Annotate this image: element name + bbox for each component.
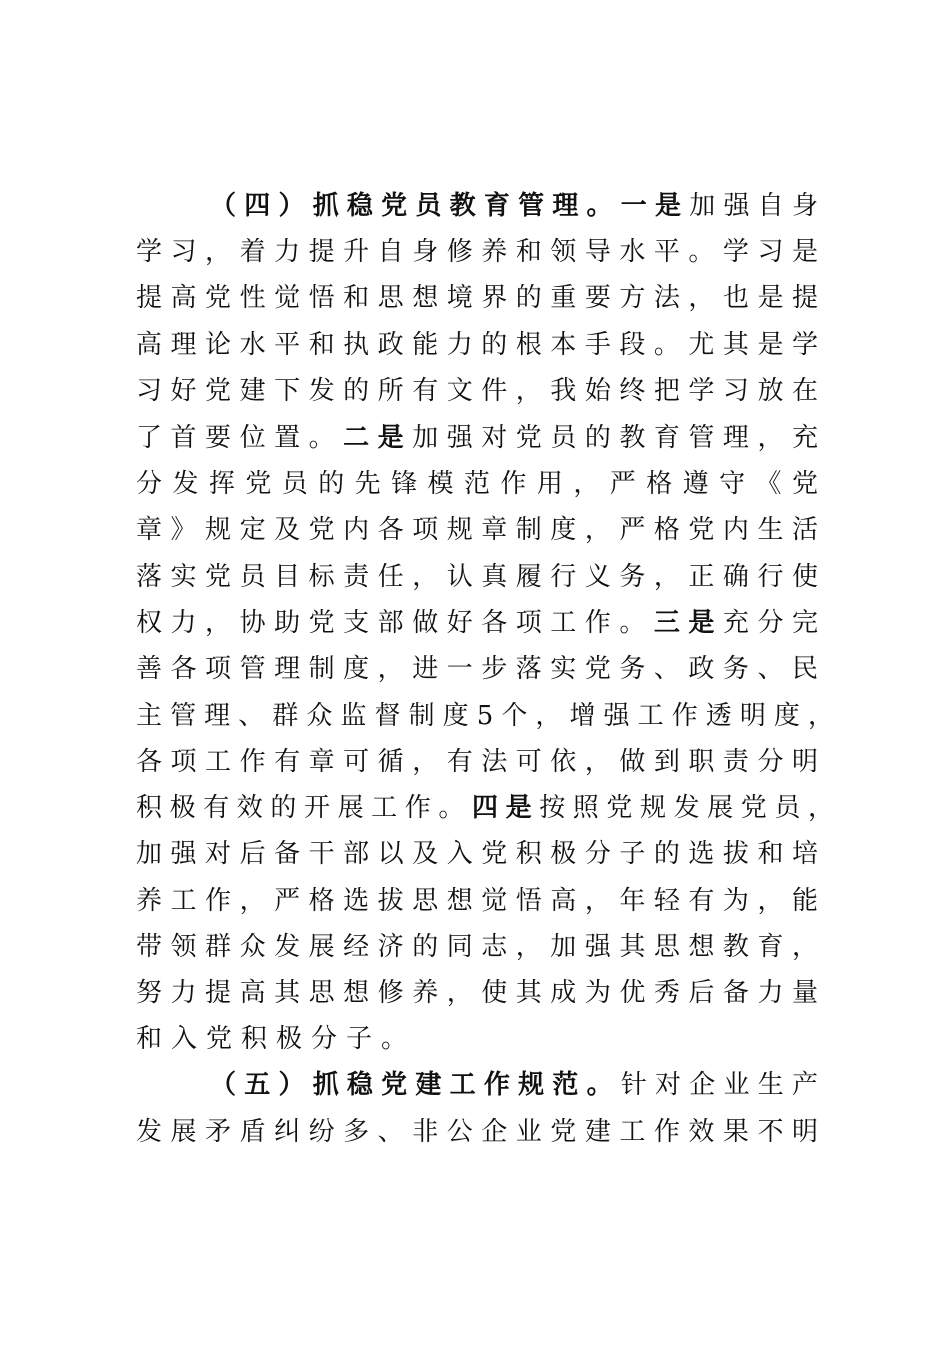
- paragraph-line: 分发挥党员的先锋模范作用，严格遵守《党: [136, 469, 820, 499]
- paragraph-line: 各项工作有章可循，有法可依，做到职责分明: [136, 747, 820, 777]
- paragraph-line: 高理论水平和执政能力的根本手段。尤其是学: [136, 330, 820, 360]
- paragraph-line: 落实党员目标责任，认真履行义务，正确行使: [136, 562, 820, 592]
- body-text: 加强对党员的教育管理，充: [412, 423, 820, 453]
- paragraph-line: [136, 603, 820, 643]
- body-text: 加强自身: [689, 191, 820, 221]
- body-text: 针对企业生产: [620, 1070, 820, 1100]
- paragraph-line: 发展矛盾纠纷多、非公企业党建工作效果不明: [136, 1117, 820, 1147]
- paragraph-line: [210, 186, 820, 226]
- emphasis-text: 二是: [343, 423, 413, 453]
- paragraph-line: [136, 788, 836, 828]
- paragraph-line: 善各项管理制度，进一步落实党务、政务、民: [136, 654, 820, 684]
- body-text: 按照党规发展党员，: [539, 793, 836, 823]
- paragraph-line: 和入党积极分子。: [136, 1024, 417, 1054]
- paragraph-line: [136, 418, 820, 458]
- paragraph-line: 学习，着力提升自身修养和领导水平。学习是: [136, 237, 820, 267]
- paragraph-line: 主管理、群众监督制度5个，增强工作透明度，: [136, 701, 836, 731]
- paragraph-line: 章》规定及党内各项规章制度，严格党内生活: [136, 515, 820, 545]
- emphasis-text: 三是: [653, 608, 723, 638]
- body-text: 充分完: [722, 608, 820, 638]
- paragraph-line: 努力提高其思想修养，使其成为优秀后备力量: [136, 978, 820, 1008]
- paragraph-line: 提高党性觉悟和思想境界的重要方法，也是提: [136, 283, 820, 313]
- section-heading: （四）抓稳党员教育管理。: [210, 191, 621, 221]
- body-text: 了首要位置。: [136, 423, 344, 453]
- paragraph-line: 养工作，严格选拔思想觉悟高，年轻有为，能: [136, 886, 820, 916]
- paragraph-line: [210, 1065, 820, 1105]
- paragraph-line: 加强对后备干部以及入党积极分子的选拔和培: [136, 839, 820, 869]
- paragraph-line: 习好党建下发的所有文件，我始终把学习放在: [136, 376, 820, 406]
- body-text: 积极有效的开展工作。: [136, 793, 472, 823]
- emphasis-text: 四是: [471, 793, 540, 823]
- paragraph-line: 带领群众发展经济的同志，加强其思想教育，: [136, 932, 820, 962]
- section-heading: （五）抓稳党建工作规范。: [210, 1070, 621, 1100]
- emphasis-text: 一是: [620, 191, 690, 221]
- body-text: 权力，协助党支部做好各项工作。: [136, 608, 654, 638]
